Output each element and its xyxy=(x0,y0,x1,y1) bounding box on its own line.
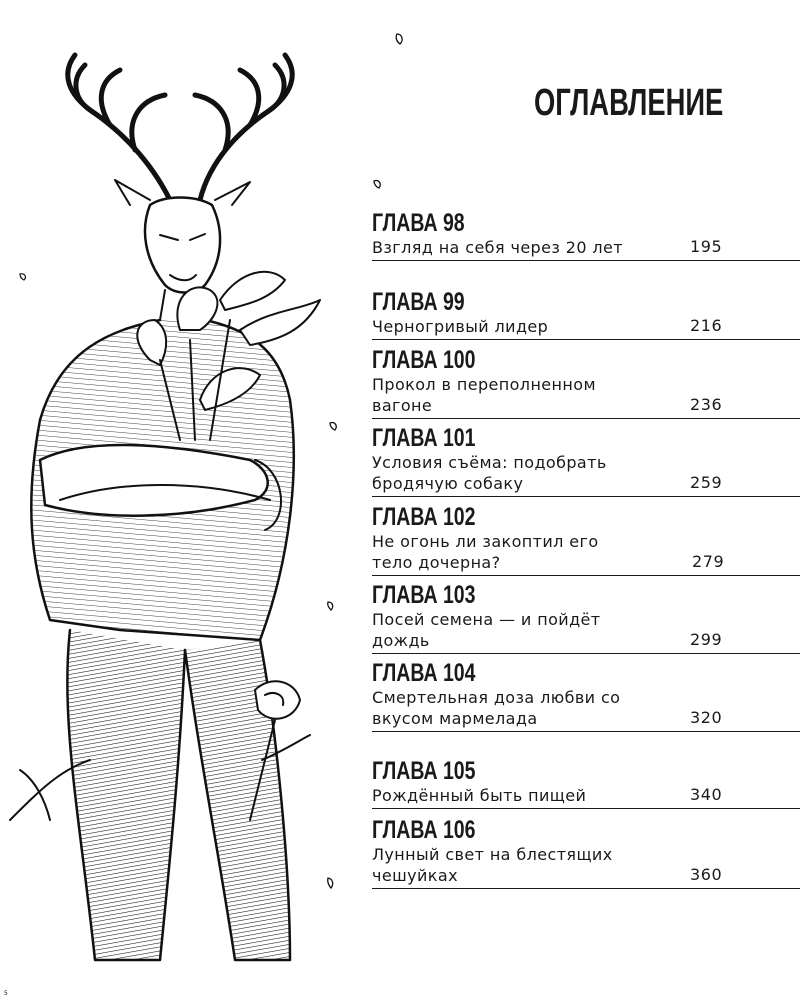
chapter-row xyxy=(372,452,800,497)
chapter-title: ГЛАВА 98 xyxy=(372,209,465,237)
chapter-name: Условия съёма: подобрать бродячую собаку xyxy=(372,453,607,493)
deer-character-illustration xyxy=(0,0,370,1000)
chapter-entry xyxy=(372,816,800,889)
page-number: 279 xyxy=(692,552,725,571)
chapter-name: Прокол в переполненном вагоне xyxy=(372,375,596,415)
chapter-title: ГЛАВА 105 xyxy=(372,757,476,785)
page-number: 259 xyxy=(690,473,723,492)
petal-decoration xyxy=(372,178,384,190)
chapter-entry xyxy=(372,209,800,261)
page-number: 320 xyxy=(690,708,723,727)
page-number: 195 xyxy=(690,237,723,256)
chapter-entry xyxy=(372,288,800,340)
chapter-row xyxy=(372,785,800,809)
antlers xyxy=(68,55,292,200)
toc-heading: ОГЛАВЛЕНИЕ xyxy=(534,82,724,124)
page-number: 340 xyxy=(690,785,723,804)
page-number: 299 xyxy=(690,630,723,649)
petal-decoration xyxy=(394,32,406,46)
chapter-title: ГЛАВА 99 xyxy=(372,288,465,316)
petal-decoration xyxy=(326,600,336,612)
chapter-row xyxy=(372,609,800,654)
chapter-title: ГЛАВА 106 xyxy=(372,816,476,844)
chapter-entry xyxy=(372,424,800,497)
chapter-entry xyxy=(372,503,800,576)
chapter-title: ГЛАВА 103 xyxy=(372,581,476,609)
petal-decoration xyxy=(326,876,336,890)
chapter-title: ГЛАВА 102 xyxy=(372,503,476,531)
chapter-name: Посей семена — и пойдёт дождь xyxy=(372,610,601,650)
chapter-row xyxy=(372,237,800,261)
petal-decoration xyxy=(18,272,28,282)
chapter-name: Взгляд на себя через 20 лет xyxy=(372,238,623,257)
chapter-entry xyxy=(372,346,800,419)
chapter-row xyxy=(372,687,800,732)
chapter-row xyxy=(372,844,800,889)
chapter-entry xyxy=(372,659,800,732)
chapter-name: Черногривый лидер xyxy=(372,317,549,336)
page-number: 360 xyxy=(690,865,723,884)
chapter-name: Рождённый быть пищей xyxy=(372,786,587,805)
petal-decoration xyxy=(328,420,340,432)
chapter-row xyxy=(372,531,800,576)
chapter-row xyxy=(372,316,800,340)
page-folio: 5 xyxy=(4,990,8,997)
chapter-title: ГЛАВА 101 xyxy=(372,424,476,452)
page-number: 236 xyxy=(690,395,723,414)
chapter-title: ГЛАВА 104 xyxy=(372,659,476,687)
chapter-name: Лунный свет на блестящих чешуйках xyxy=(372,845,613,885)
chapter-row xyxy=(372,374,800,419)
page-number: 216 xyxy=(690,316,723,335)
chapter-name: Не огонь ли закоптил его тело дочерна? xyxy=(372,532,599,572)
chapter-entry xyxy=(372,581,800,654)
chapter-entry xyxy=(372,757,800,809)
chapter-title: ГЛАВА 100 xyxy=(372,346,476,374)
chapter-name: Смертельная доза любви со вкусом мармелада xyxy=(372,688,621,728)
